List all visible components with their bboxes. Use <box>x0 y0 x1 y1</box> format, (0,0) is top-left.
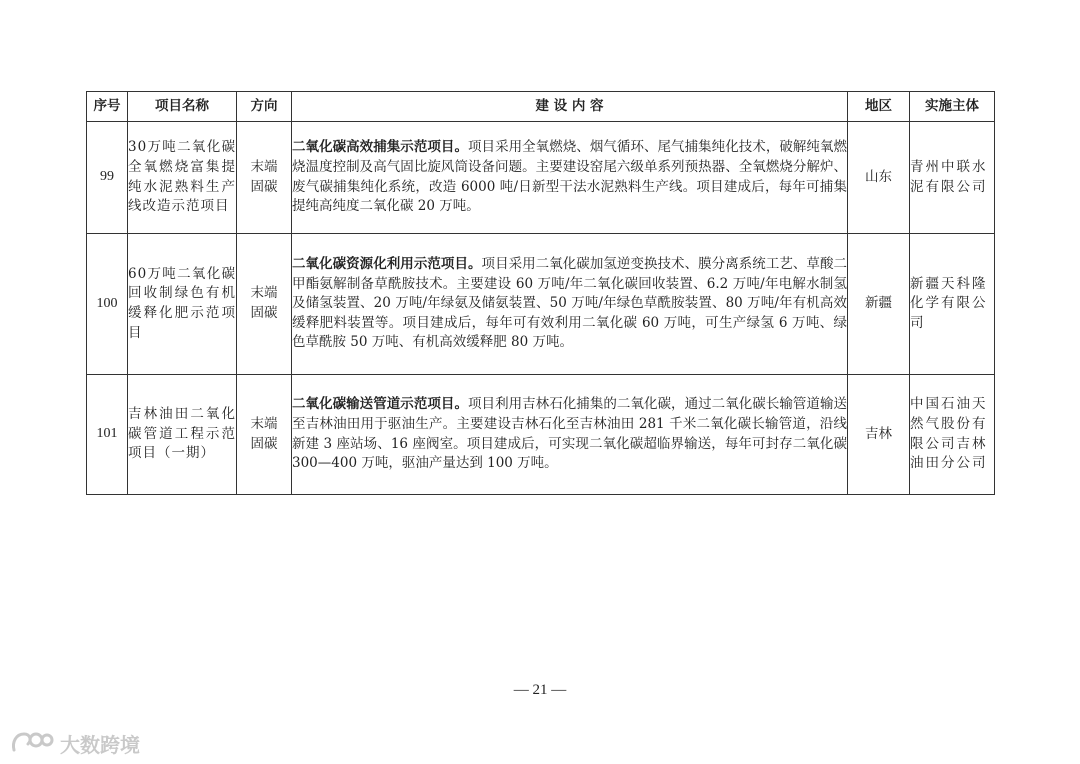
project-name: 吉林油田二氧化碳管道工程示范项目（一期） <box>128 375 237 495</box>
row-number: 100 <box>87 234 128 375</box>
watermark-logo-icon <box>10 728 54 759</box>
project-name: 30万吨二氧化碳全氧燃烧富集提纯水泥熟料生产线改造示范项目 <box>128 122 237 234</box>
project-name: 60万吨二氧化碳回收制绿色有机缓释化肥示范项目 <box>128 234 237 375</box>
header-content: 建 设 内 容 <box>292 92 848 122</box>
table-row <box>87 375 995 495</box>
projects-table <box>86 91 995 495</box>
implementing-entity: 中国石油天然气股份有限公司吉林油田分公司 <box>910 375 995 495</box>
header-region: 地区 <box>848 92 910 122</box>
direction: 末端固碳 <box>237 122 292 234</box>
content-lead: 二氧化碳输送管道示范项目。 <box>292 396 468 413</box>
region: 新疆 <box>848 234 910 375</box>
construction-content <box>292 234 848 375</box>
watermark <box>10 728 140 759</box>
content-body: 项目采用全氧燃烧、烟气循环、尾气捕集纯化技术，破解纯氧燃烧温度控制及高气固比旋风筒设备问题。主要建设窑尾六级单系列预热器、全氧燃烧分解炉、废气碳捕集纯化系统，改造 6000 吨/日新型干法水泥熟料生产线。项目建成后，每年可捕集提纯高纯度二氧化碳 20 万吨。 <box>292 139 848 215</box>
implementing-entity: 新疆天科隆化学有限公司 <box>910 234 995 375</box>
watermark-text: 大数跨境 <box>60 733 140 757</box>
construction-content <box>292 375 848 495</box>
region: 山东 <box>848 122 910 234</box>
header-direction: 方向 <box>237 92 292 122</box>
table-header-row <box>87 92 995 122</box>
implementing-entity: 青州中联水泥有限公司 <box>910 122 995 234</box>
direction: 末端固碳 <box>237 234 292 375</box>
direction: 末端固碳 <box>237 375 292 495</box>
content-body: 项目采用二氧化碳加氢逆变换技术、膜分离系统工艺、草酸二甲酯氨解制备草酰胺技术。主要建设 60 万吨/年二氧化碳回收装置、6.2 万吨/年电解水制氢及储氢装置、20 万吨/年绿氨及储氨装置、50 万吨/年绿色草酰胺装置、80 万吨/年有机高效缓释肥料装置等。项目建成后，每年可有效利用二氧化碳 60 万吨，可生产绿氢 6 万吨、绿色草酰胺 50 万吨、有机高效缓释肥 80 万吨。 <box>292 256 848 351</box>
table-row <box>87 122 995 234</box>
header-project-name: 项目名称 <box>128 92 237 122</box>
content-body: 项目利用吉林石化捕集的二氧化碳，通过二氧化碳长输管道输送至吉林油田用于驱油生产。主要建设吉林石化至吉林油田 281 千米二氧化碳长输管道，沿线新建 3 座站场、16 座阀室。项目建成后，可实现二氧化碳超临界输送，每年可封存二氧化碳 300—400 万吨，驱油产量达到 100 万吨。 <box>292 396 848 472</box>
header-entity: 实施主体 <box>910 92 995 122</box>
page-number: — 21 — <box>513 682 567 698</box>
header-serial: 序号 <box>87 92 128 122</box>
construction-content <box>292 122 848 234</box>
region: 吉林 <box>848 375 910 495</box>
content-lead: 二氧化碳高效捕集示范项目。 <box>292 139 468 156</box>
row-number: 99 <box>87 122 128 234</box>
content-lead: 二氧化碳资源化利用示范项目。 <box>292 256 482 273</box>
table-row <box>87 234 995 375</box>
row-number: 101 <box>87 375 128 495</box>
